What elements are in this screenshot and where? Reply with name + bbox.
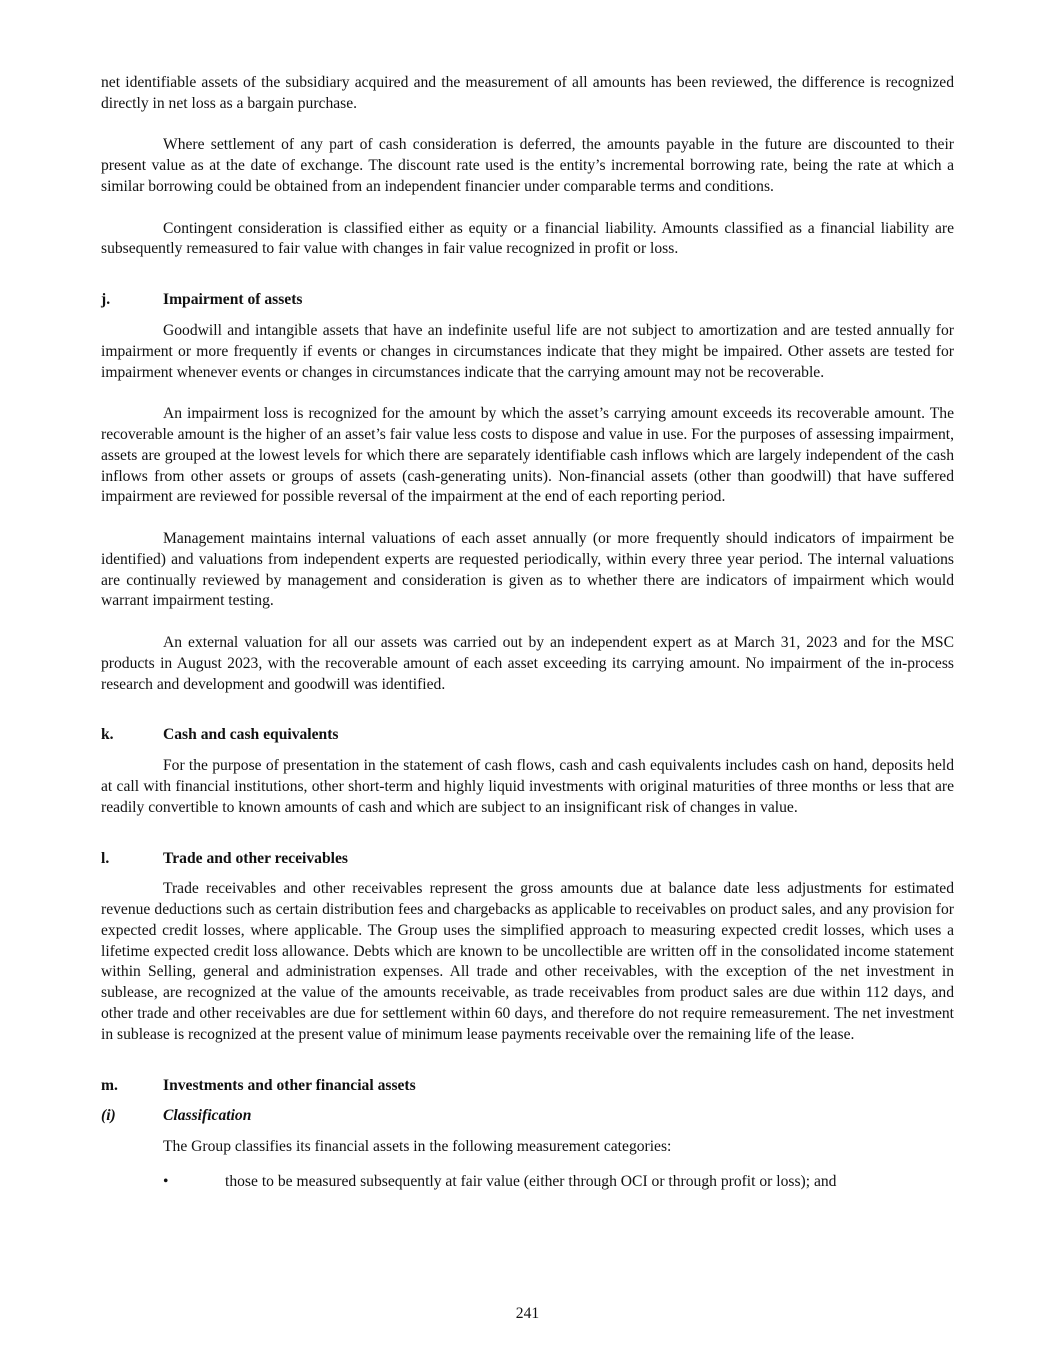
intro-paragraph-2: Where settlement of any part of cash consideration is deferred, the amounts payable in the future are discounted to their present value as at the date of exchange. The discount rate used is the entity’s incremental borrowing rate, being the rate at which a similar borrowing could be obtained from an independent financier under comparable terms and conditions. xyxy=(101,136,954,195)
section-m-letter: m. xyxy=(101,1076,118,1094)
section-m-paragraph-1: The Group classifies its financial assets in the following measurement categories: xyxy=(163,1138,672,1156)
section-k-heading xyxy=(101,725,954,746)
section-j-title: Impairment of assets xyxy=(163,291,303,309)
section-j-heading xyxy=(101,290,954,311)
intro-paragraph-1: net identifiable assets of the subsidiary acquired and the measurement of all amounts has been reviewed, the difference is recognized directly in net loss as a bargain purchase. xyxy=(101,74,954,112)
section-m-sub-title: Classification xyxy=(163,1107,252,1125)
intro-paragraph-3: Contingent consideration is classified either as equity or a financial liability. Amounts classified as a financial liability are subsequently remeasured to fair value with changes in fair value recognized in profit or loss. xyxy=(101,219,954,258)
bullet-icon: • xyxy=(163,1173,169,1191)
document-body xyxy=(101,73,954,1193)
section-l-paragraph-1: Trade receivables and other receivables represent the gross amounts due at balance date less adjustments for estimated revenue deductions such as certain distribution fees and chargebacks as applicable to receivables on product sales, and any provision for expected credit losses, where applicable. The Group uses the simplified approach to measuring expected credit losses, which uses a lifetime expected credit loss allowance. Debts which are known to be uncollectible are written off in the consolidated income statement within Selling, general and administration expenses. All trade and other receivables, with the exception of the net investment in sublease, are recognized at the value of the amounts receivable, as trade receivables from product sales are due within 112 days, and other trade and other receivables are due for settlement within 60 days, and therefore do not require remeasurement. The net investment in sublease is recognized at the present value of minimum lease payments receivable over the remaining life of the lease. xyxy=(101,880,954,1043)
bullet-text: those to be measured subsequently at fair value (either through OCI or through profit or loss); and xyxy=(225,1173,837,1191)
page-number: 241 xyxy=(515,1305,540,1322)
section-m-heading xyxy=(101,1076,954,1097)
section-m-title: Investments and other financial assets xyxy=(163,1076,416,1094)
section-m-sub-letter: (i) xyxy=(101,1107,116,1125)
section-j-paragraph-4: An external valuation for all our assets was carried out by an independent expert as at March 31, 2023 and for the MSC products in August 2023, with the recoverable amount of each asset exceeding its carrying amount. No impairment of the in-process research and development and goodwill was identified. xyxy=(101,633,954,693)
section-l-title: Trade and other receivables xyxy=(163,849,348,867)
section-k-paragraph-1: For the purpose of presentation in the statement of cash flows, cash and cash equivalents includes cash on hand, deposits held at call with financial institutions, other short-term and highly liquid investments with original maturities of three months or less that are readily convertible to known amounts of cash and which are subject to an insignificant risk of changes in value. xyxy=(101,757,954,816)
section-j-paragraph-1: Goodwill and intangible assets that have an indefinite useful life are not subject to amortization and are tested annually for impairment or more frequently if events or changes in circumstances indicate that they might be impaired. Other assets are tested for impairment whenever events or changes in circumstances indicate that the carrying amount may not be recoverable. xyxy=(101,321,954,381)
section-j-letter: j. xyxy=(101,291,111,309)
section-l-heading xyxy=(101,849,954,870)
section-j-paragraph-3: Management maintains internal valuations of each asset annually (or more frequently should indicators of impairment be identified) and valuations from independent experts are requested periodically, within every three year period. The internal valuations are continually reviewed by management and consideration is given as to whether there are indicators of impairment which would warrant impairment testing. xyxy=(101,529,954,610)
section-k-title: Cash and cash equivalents xyxy=(163,726,339,744)
list-item xyxy=(101,1172,954,1193)
section-k-letter: k. xyxy=(101,726,114,744)
section-m-subheading xyxy=(101,1106,954,1127)
section-j-paragraph-2: An impairment loss is recognized for the amount by which the asset’s carrying amount exceeds its recoverable amount. The recoverable amount is the higher of an asset’s fair value less costs to dispose and value in use. For the purposes of assessing impairment, assets are grouped at the lowest levels for which there are separately identifiable cash inflows which are largely independent of the cash inflows from other assets or groups of assets (cash-generating units). Non-financial assets (other than goodwill) that have suffered impairment are reviewed for possible reversal of the impairment at the end of each reporting period. xyxy=(101,405,954,506)
section-l-letter: l. xyxy=(101,849,110,867)
